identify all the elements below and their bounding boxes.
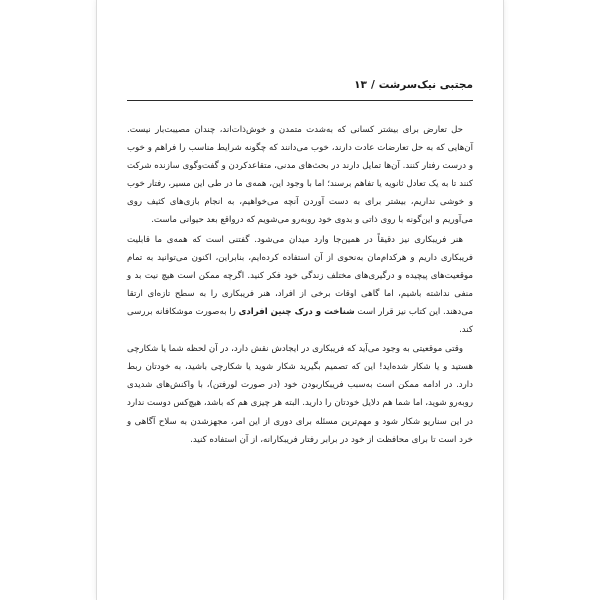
page-number: ۱۳	[354, 79, 367, 91]
book-title: مجتبی نیک‌سرشت	[378, 79, 473, 91]
paragraph-2-bold: شناخت و درک چنین افرادی	[238, 306, 355, 317]
header-rule	[127, 100, 473, 101]
paragraph-2	[127, 231, 473, 340]
body-text	[127, 121, 473, 449]
running-header	[127, 79, 473, 99]
paragraph-1: حل تعارض برای بیشتر کسانی که به‌شدت متمدن و خوش‌ذات‌اند، چندان مصیبت‌بار نیست. آن‌هایی که به حل تعارضات عادت دارند، خوب می‌دانند که چگونه شرایط مناسب را فراهم و خوب و درست رفتار کنند. آن‌ها تمایل دارند در بحث‌های مدنی، متقاعدکردن و گفت‌وگوی سازنده شرکت کنند تا به یک تعادل ثانویه یا تفاهم برسند؛ اما با وجود این، همه‌ی ما در طی این مسیر، رفتار خوب و خوشی نداریم، بیشتر برای به دست آوردن آنچه می‌خواهیم، به انجام بازی‌های کثیف روی می‌آوریم و این‌گونه با روی ذاتی و بدوی خود روبه‌رو می‌شویم که درواقع بعد حیوانی ماست.	[127, 125, 473, 226]
book-page	[96, 0, 504, 600]
header-separator: /	[370, 79, 375, 91]
paragraph-3: وقتی موقعیتی به وجود می‌آید که فریبکاری در ایجادش نقش دارد، در آن لحظه شما یا شکارچی هستید و یا شکار شده‌اید! این که تصمیم بگیرید شکار شوید یا شکارچی باشید، به خودتان ربط دارد. در ادامه ممکن است به‌سبب فریبکاربودن خود (در صورت لورفتن)، با واکنش‌های شدیدی روبه‌رو شوید، اما شما هم دلایل خودتان را دارید. البته هر چیزی هم که باشد، هیچ‌کس دوست ندارد در این سناریو شکار شود و مهم‌ترین مسئله برای دوری از این امر، مجهزشدن به سلاح آگاهی و خرد است تا برای محافظت از خود در برابر رفتار فریبکارانه، از آن استفاده کنید.	[127, 344, 473, 445]
paragraph-2-before: هنر فریبکاری نیز دقیقاً در همین‌جا وارد میدان می‌شود. گفتنی است که همه‌ی ما قابلیت فریبکاری داریم و هرکدام‌مان به‌نحوی از آن استفاده کرده‌ایم، بنابراین، اکنون می‌توانید به تمام موقعیت‌های پیچیده و درگیری‌های مختلف زندگی خود فکر کنید. اگرچه ممکن است هیچ نیت بد و منفی نداشته باشیم، اما گاهی اوقات برخی از افراد، هنر فریبکاری را به سطح تازه‌ای ارتقا می‌دهند. این کتاب نیز قرار است	[127, 234, 473, 317]
paragraph-2-after: را به‌صورت موشکافانه بررسی کند.	[127, 306, 473, 336]
